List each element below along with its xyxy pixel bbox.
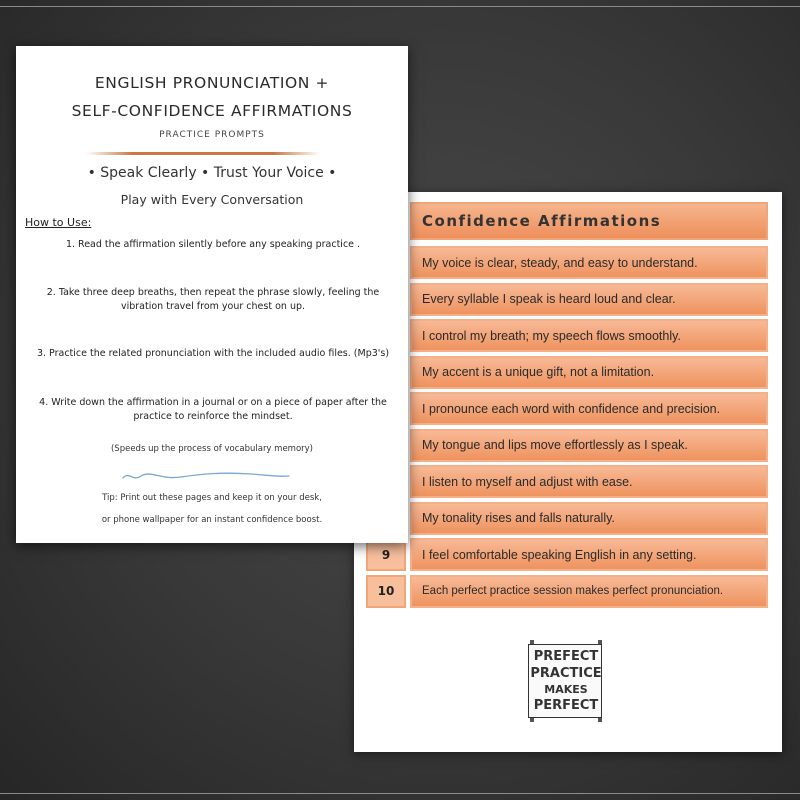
affirmation-text: My accent is a unique gift, not a limitation. <box>410 356 768 389</box>
affirmation-row <box>366 392 768 425</box>
affirmation-row <box>366 356 768 389</box>
frame-top-line <box>0 6 800 7</box>
affirmation-text: Each perfect practice session makes perfect pronunciation. <box>410 575 768 608</box>
affirmations-header: Confidence Affirmations <box>410 202 768 240</box>
tagline: • Speak Clearly • Trust Your Voice • <box>87 165 337 181</box>
affirmation-row <box>366 465 768 498</box>
affirmation-text: My tongue and lips move effortlessly as I speak. <box>410 429 768 462</box>
affirmation-row <box>366 502 768 535</box>
vocabulary-note: (Speeds up the process of vocabulary memory) <box>110 444 313 454</box>
instructions-page <box>16 46 408 543</box>
instruction-step: 1. Read the affirmation silently before any speaking practice . <box>65 239 361 250</box>
title-divider <box>86 152 320 155</box>
affirmation-row <box>366 538 768 571</box>
instruction-step: 2. Take three deep breaths, then repeat the phrase slowly, feeling the vibration travel from your chest on up. <box>46 287 380 312</box>
sign-line: PERFECT <box>533 698 599 713</box>
sign-line: MAKES <box>544 683 588 696</box>
sign-line: PRACTICE <box>530 666 602 681</box>
affirmations-page <box>354 192 782 752</box>
affirmation-row <box>366 246 768 279</box>
affirmation-text: I pronounce each word with confidence and precision. <box>410 392 768 425</box>
affirmation-number: 10 <box>366 575 406 608</box>
prefect-practice-sign <box>526 640 606 722</box>
affirmation-row <box>366 283 768 316</box>
tip-line1: Tip: Print out these pages and keep it on your desk, <box>102 493 322 503</box>
affirmation-text: I feel comfortable speaking English in any setting. <box>410 538 768 571</box>
tagline-secondary: Play with Every Conversation <box>120 192 304 207</box>
page-title-line1: ENGLISH PRONUNCIATION + <box>94 74 330 92</box>
instruction-step: 4. Write down the affirmation in a journal or on a piece of paper after the practice to reinforce the mindset. <box>39 397 387 422</box>
affirmation-text: My tonality rises and falls naturally. <box>410 502 768 535</box>
affirmation-row <box>366 319 768 352</box>
page-subtitle: PRACTICE PROMPTS <box>159 130 265 140</box>
affirmation-number: 9 <box>366 538 406 571</box>
affirmation-text: Every syllable I speak is heard loud and clear. <box>410 283 768 316</box>
page-title-line2: SELF-CONFIDENCE AFFIRMATIONS <box>71 102 353 120</box>
affirmation-row <box>366 575 768 608</box>
tip-line2: or phone wallpaper for an instant confidence boost. <box>101 515 323 525</box>
how-to-use-heading: How to Use: <box>25 216 92 229</box>
sign-line: PREFECT <box>533 649 599 664</box>
affirmation-text: I listen to myself and adjust with ease. <box>410 465 768 498</box>
instruction-step: 3. Practice the related pronunciation with the included audio files. (Mp3's) <box>36 348 390 359</box>
affirmation-row <box>366 429 768 462</box>
affirmation-text: My voice is clear, steady, and easy to understand. <box>410 246 768 279</box>
decorative-squiggle <box>121 468 291 484</box>
frame-bottom-line <box>0 793 800 794</box>
affirmation-text: I control my breath; my speech flows smoothly. <box>410 319 768 352</box>
